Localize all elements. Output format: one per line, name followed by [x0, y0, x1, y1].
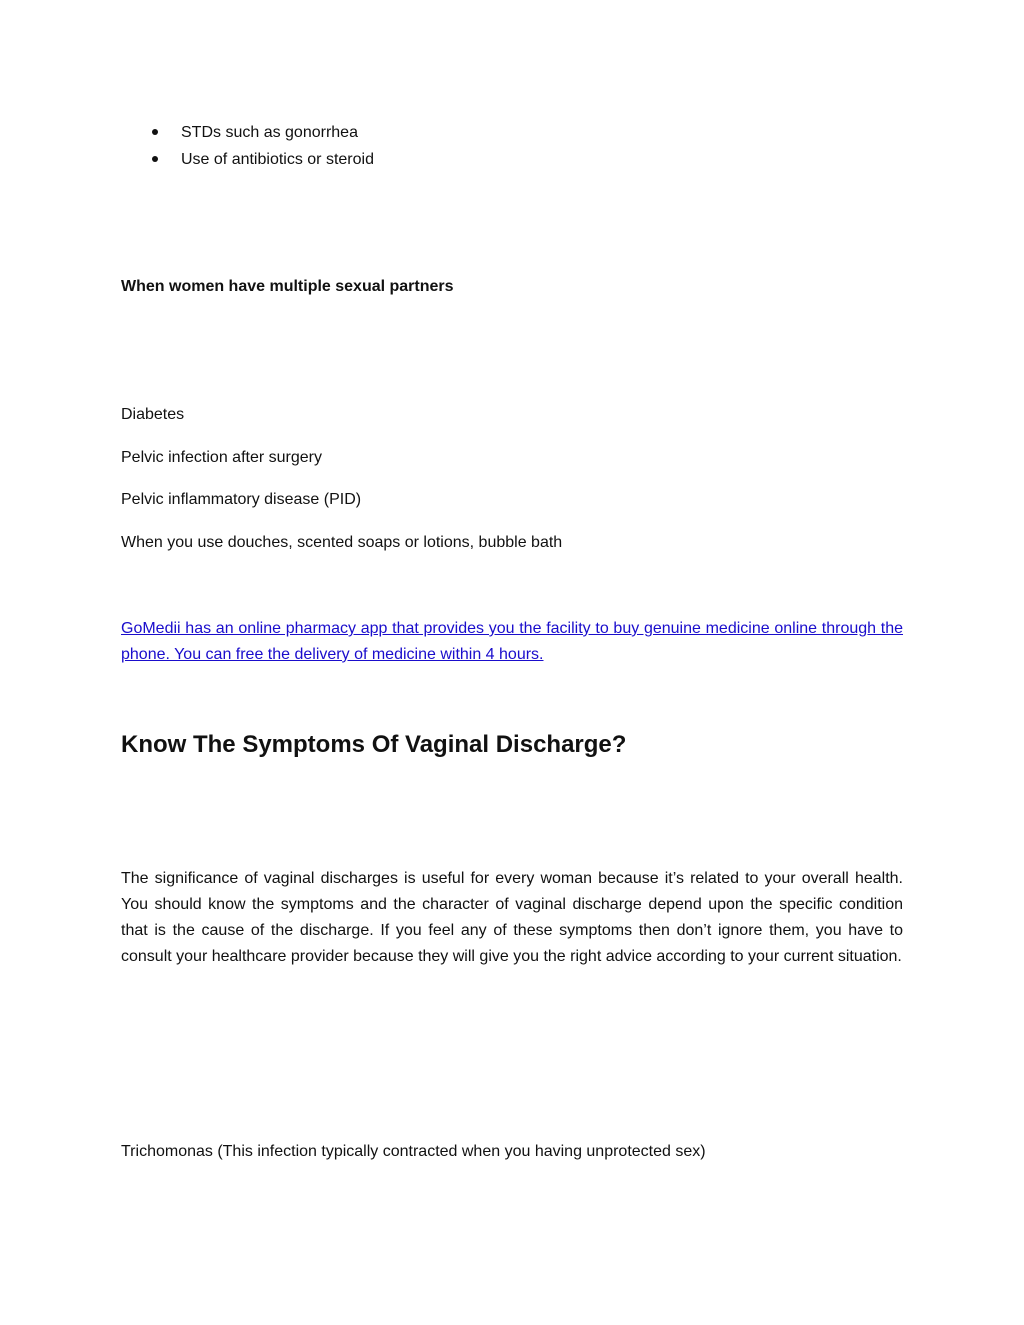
bullet-icon [152, 156, 158, 162]
trichomonas-line: Trichomonas (This infection typically contracted when you having unprotected sex) [121, 1143, 706, 1160]
bullet-list [152, 120, 374, 174]
cause-pelvic-infection: Pelvic infection after surgery [121, 449, 322, 466]
symptoms-paragraph: The significance of vaginal discharges is useful for every woman because it’s related to your overall health. You should know the symptoms and the character of vaginal discharge depend upon the specific condition that is the cause of the discharge. If you feel any of these symptoms then don’t ignore them, you have to consult your healthcare provider because they will give you the right advice according to your current situation. [121, 870, 903, 965]
bullet-icon [152, 129, 158, 135]
cause-douches: When you use douches, scented soaps or lotions, bubble bath [121, 534, 563, 551]
page-heading: Know The Symptoms Of Vaginal Discharge? [121, 731, 627, 758]
bullet-text: Use of antibiotics or steroid [181, 151, 374, 168]
bold-cause-line: When women have multiple sexual partners [121, 278, 454, 295]
bullet-text: STDs such as gonorrhea [181, 124, 358, 141]
bullet-item [152, 147, 374, 174]
cause-pid: Pelvic inflammatory disease (PID) [121, 491, 362, 508]
cause-diabetes: Diabetes [121, 406, 185, 423]
bullet-item [152, 120, 374, 147]
pharmacy-app-link[interactable]: GoMedii has an online pharmacy app that provides you the facility to buy genuine medicine online through the phone. You can free the delivery of medicine within 4 hours. [121, 620, 903, 663]
